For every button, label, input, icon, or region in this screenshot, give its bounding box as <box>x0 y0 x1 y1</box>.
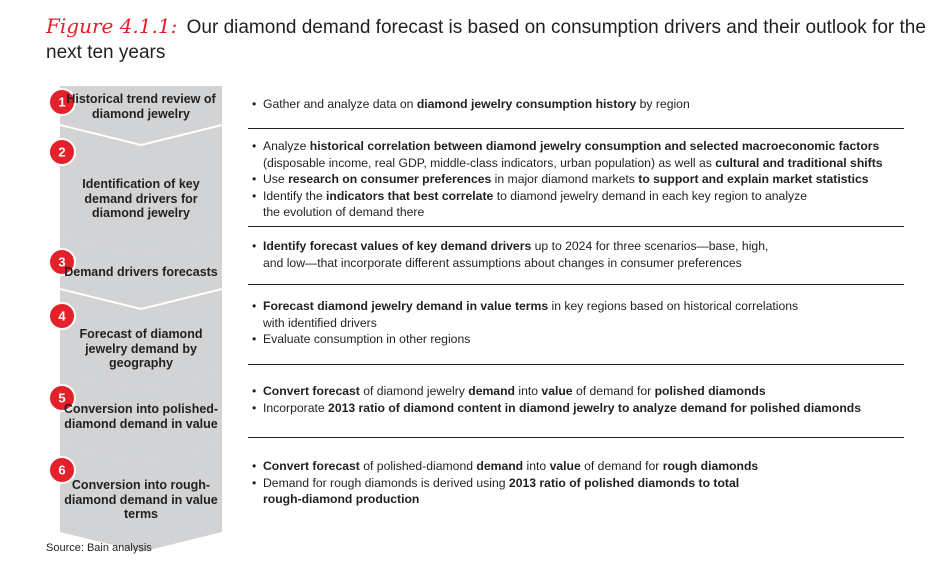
body-text: in key regions based on historical correlations <box>548 299 799 313</box>
emphasis-text: Forecast diamond jewelry demand in value terms <box>263 299 549 313</box>
emphasis-text: value <box>541 384 573 398</box>
bullet-icon: • <box>252 299 257 313</box>
emphasis-text: 2013 ratio of polished diamonds to total <box>508 475 740 490</box>
row-divider <box>248 284 904 285</box>
body-text: by region <box>636 97 690 111</box>
body-text: (disposable income, real GDP, middle-class indicators, urban population) as well as <box>263 155 716 170</box>
bullet-icon: • <box>252 188 257 203</box>
body-text: Analyze <box>263 139 310 153</box>
body-text: of diamond jewelry <box>359 384 469 398</box>
step-number: 1 <box>58 94 66 110</box>
emphasis-text: to support and explain market statistics <box>638 172 869 186</box>
emphasis-text: Convert forecast <box>263 459 360 473</box>
step-description <box>252 458 912 508</box>
emphasis-text: value <box>549 459 581 473</box>
emphasis-text: Convert forecast <box>263 384 360 398</box>
bullet-line <box>252 400 912 417</box>
bullet-icon: • <box>252 239 257 253</box>
body-text: into <box>514 384 542 398</box>
emphasis-text: rough-diamond production <box>263 492 420 506</box>
bullet-line <box>252 238 912 255</box>
step-number: 6 <box>58 462 66 478</box>
continuation-line <box>252 491 912 508</box>
body-text: of demand for <box>572 384 655 398</box>
body-text: Incorporate <box>263 400 329 415</box>
continuation-line <box>252 315 912 332</box>
step-description <box>252 383 912 416</box>
body-text: Gather and analyze data on <box>263 97 417 111</box>
emphasis-text: diamond jewelry consumption history <box>416 97 637 111</box>
body-text: Identify the <box>263 188 327 203</box>
step-number: 5 <box>58 390 66 406</box>
row-divider <box>248 364 904 365</box>
bullet-line <box>252 96 912 113</box>
bullet-line <box>252 458 912 475</box>
step-number: 3 <box>58 254 66 270</box>
emphasis-text: research on consumer preferences <box>288 172 492 186</box>
body-text: of demand for <box>580 459 663 473</box>
bullet-icon: • <box>252 400 257 415</box>
continuation-line <box>252 204 912 221</box>
body-text: the evolution of demand there <box>263 205 425 219</box>
bullet-line <box>252 171 912 188</box>
step-description <box>252 138 912 221</box>
body-text: with identified drivers <box>263 315 377 330</box>
bullet-line <box>252 298 912 315</box>
continuation-line <box>252 255 912 272</box>
step-label: Historical trend review of diamond jewelry <box>66 92 216 121</box>
body-text: into <box>523 459 550 473</box>
emphasis-text: 2013 ratio of diamond content in diamond jewelry to analyze demand for polished diamonds <box>328 400 861 415</box>
emphasis-text: demand <box>476 459 524 473</box>
step-label: Conversion into polished-diamond demand in value <box>63 402 219 431</box>
step-description <box>252 298 912 348</box>
step-description <box>252 96 912 113</box>
body-text: up to 2024 for three scenarios—base, high, <box>531 239 769 253</box>
row-divider <box>248 437 904 438</box>
source-note: Source: Bain analysis <box>46 542 152 554</box>
bullet-icon: • <box>252 172 257 186</box>
bullet-line <box>252 383 912 400</box>
bullet-icon: • <box>252 97 257 111</box>
bullet-icon: • <box>252 459 257 473</box>
step-label: Demand drivers forecasts <box>64 265 218 279</box>
figure-label: Figure 4.1.1: <box>46 14 178 38</box>
emphasis-text: polished diamonds <box>654 384 766 398</box>
row-divider <box>248 226 904 227</box>
bullet-line <box>252 138 912 155</box>
emphasis-text: Identify forecast values of key demand drivers <box>263 239 532 253</box>
step-description <box>252 238 912 271</box>
body-text: Use <box>263 172 289 186</box>
bullet-line <box>252 331 912 348</box>
step-number: 2 <box>58 144 66 160</box>
emphasis-text: cultural and traditional shifts <box>715 155 883 170</box>
body-text: to diamond jewelry demand in each key region to analyze <box>493 188 807 203</box>
row-divider <box>248 128 904 129</box>
step-label: Conversion into rough-diamond demand in value terms <box>64 478 218 521</box>
bullet-icon: • <box>252 384 257 398</box>
figure-title-text: Our diamond demand forecast is based on consumption drivers and their outlook for the next ten years <box>46 17 926 63</box>
emphasis-text: demand <box>468 384 515 398</box>
bullet-line <box>252 475 912 492</box>
body-text: Evaluate consumption in other regions <box>263 332 471 346</box>
step-number: 4 <box>58 308 66 324</box>
emphasis-text: indicators that best correlate <box>326 188 494 203</box>
emphasis-text: rough diamonds <box>662 459 759 473</box>
body-text: of polished-diamond <box>359 459 477 473</box>
body-text: and low—that incorporate different assumptions about changes in consumer preferences <box>263 255 742 270</box>
body-text: Demand for rough diamonds is derived using <box>263 475 509 490</box>
body-text: in major diamond markets <box>491 172 639 186</box>
bullet-icon: • <box>252 475 257 490</box>
bullet-icon: • <box>252 139 257 153</box>
bullet-line <box>252 188 912 205</box>
emphasis-text: historical correlation between diamond jewelry consumption and selected macroeconomic factors <box>309 139 880 153</box>
continuation-line <box>252 155 912 172</box>
step-label: Forecast of diamond jewelry demand by geography <box>79 327 203 370</box>
step-label: Identification of key demand drivers for diamond jewelry <box>82 177 200 220</box>
bullet-icon: • <box>252 332 257 346</box>
